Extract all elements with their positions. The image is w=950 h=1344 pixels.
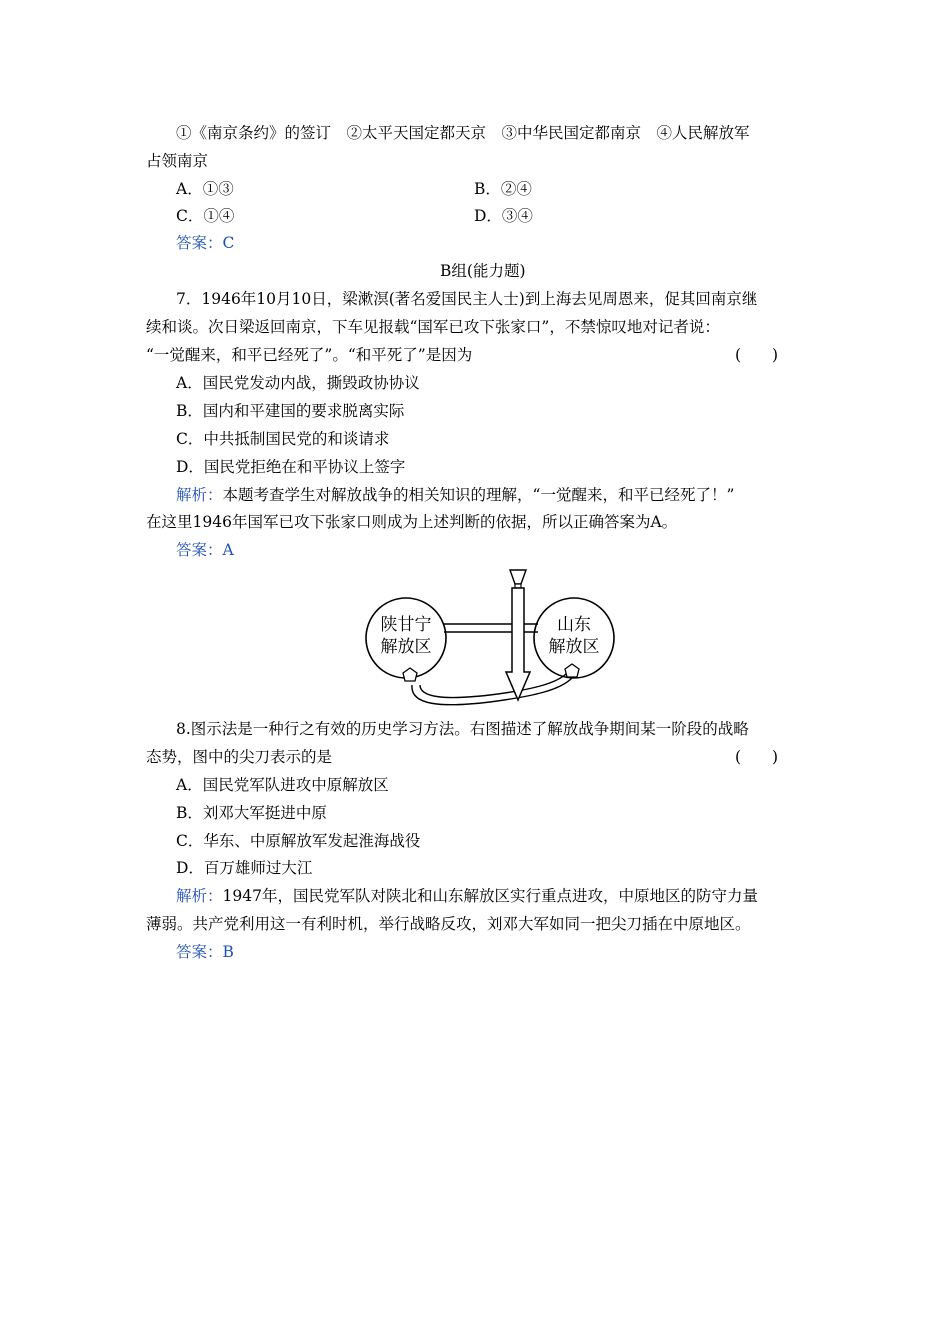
q8-analysis-label: 解析： bbox=[176, 887, 223, 905]
q7-option-a: A．国民党发动内战，撕毁政协协议 bbox=[176, 374, 420, 392]
q6-answer-value: C bbox=[222, 234, 235, 252]
q7-analysis-line2: 在这里1946年国军已攻下张家口则成为上述判断的依据，所以正确答案为A。 bbox=[146, 513, 678, 531]
q7-stem-line3: “一觉醒来，和平已经死了”。“和平死了”是因为 bbox=[146, 346, 473, 364]
q7-stem-line2: 续和谈。次日梁返回南京，下车见报载“国军已攻下张家口”，不禁惊叹地对记者说： bbox=[146, 318, 720, 336]
q8-analysis-line2: 薄弱。共产党利用这一有利时机，举行战略反攻，刘邓大军如同一把尖刀插在中原地区。 bbox=[146, 915, 751, 933]
q7-answer-value: A bbox=[222, 541, 234, 559]
q7-stem-line1: 7．1946年10月10日，梁漱溟(著名爱国民主人士)到上海去见周恩来，促其回南京继 bbox=[176, 290, 758, 308]
q7-answer bbox=[176, 539, 234, 561]
q6-option-a: A．①③ bbox=[176, 180, 234, 198]
q6-option-c: C．①④ bbox=[176, 207, 235, 225]
q7-option-c: C．中共抵制国民党的和谈请求 bbox=[176, 430, 390, 448]
q6-answer-label: 答案： bbox=[176, 234, 223, 252]
left-label-line2: 解放区 bbox=[380, 637, 432, 657]
q8-stem-line1: 8.图示法是一种行之有效的历史学习方法。右图描述了解放战争期间某一阶段的战略 bbox=[176, 720, 749, 738]
q7-answer-blank: ( ) bbox=[735, 346, 779, 364]
dagger-blade bbox=[506, 588, 530, 700]
q8-answer-label: 答案： bbox=[176, 943, 223, 961]
right-label-line2: 解放区 bbox=[548, 637, 600, 657]
q6-option-b: B．②④ bbox=[474, 180, 532, 198]
q8-option-d: D．百万雄师过大江 bbox=[176, 859, 313, 877]
supply-curve-outer bbox=[412, 678, 572, 705]
q8-analysis-text1: 1947年，国民党军队对陕北和山东解放区实行重点进攻，中原地区的防守力量 bbox=[222, 887, 758, 905]
q8-option-b: B．刘邓大军挺进中原 bbox=[176, 804, 327, 822]
q7-option-d: D．国民党拒绝在和平协议上签字 bbox=[176, 458, 406, 476]
strategy-diagram bbox=[360, 560, 630, 710]
q6-option-d: D．③④ bbox=[474, 207, 533, 225]
right-label-line1: 山东 bbox=[557, 615, 591, 635]
q8-answer-blank: ( ) bbox=[735, 748, 779, 766]
q7-analysis-text1: 本题考查学生对解放战争的相关知识的理解，“一觉醒来，和平已经死了！” bbox=[222, 486, 735, 504]
q6-items-line2: 占领南京 bbox=[146, 152, 209, 170]
q8-answer bbox=[176, 941, 234, 963]
q7-option-b: B．国内和平建国的要求脱离实际 bbox=[176, 402, 405, 420]
q7-analysis-line1 bbox=[176, 484, 734, 506]
q8-option-c: C．华东、中原解放军发起淮海战役 bbox=[176, 832, 421, 850]
q8-analysis-line1 bbox=[176, 885, 758, 907]
q6-items-line1: ①《南京条约》的签订 ②太平天国定都天京 ③中华民国定都南京 ④人民解放军 bbox=[176, 124, 750, 142]
q8-option-a: A．国民党军队进攻中原解放区 bbox=[176, 776, 389, 794]
q7-answer-label: 答案： bbox=[176, 541, 223, 559]
q7-analysis-label: 解析： bbox=[176, 486, 223, 504]
q8-answer-value: B bbox=[222, 943, 234, 961]
q6-answer bbox=[176, 232, 234, 254]
section-title: B组(能力题) bbox=[440, 262, 526, 280]
dagger-pommel bbox=[510, 570, 526, 584]
supply-curve-inner bbox=[420, 674, 566, 698]
q8-stem-line2: 态势，图中的尖刀表示的是 bbox=[146, 748, 333, 766]
left-label-line1: 陕甘宁 bbox=[380, 615, 432, 635]
